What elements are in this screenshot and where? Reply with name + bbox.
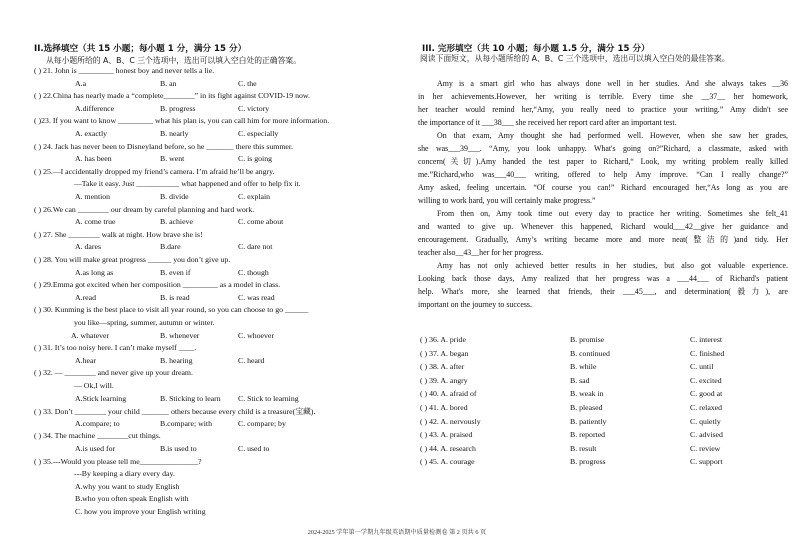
answer-option: B. progress bbox=[160, 103, 196, 113]
answer-option: B. reported bbox=[570, 430, 606, 440]
answer-option: C. until bbox=[690, 362, 714, 372]
answer-option-row: ( ) 39. A. angry bbox=[420, 375, 468, 385]
answer-option: C. excited bbox=[690, 375, 722, 385]
question-stem: ( ) 24. Jack has never been to Disneyland before, so he _______ there this summer. bbox=[34, 141, 293, 151]
answer-option: C. how you improve your English writing bbox=[75, 507, 206, 516]
answer-option: C. finished bbox=[690, 348, 725, 358]
answer-option: C. good at bbox=[690, 389, 723, 399]
answer-option: B. hearing bbox=[160, 355, 193, 365]
answer-option: B. result bbox=[570, 443, 597, 453]
answer-option: A.a bbox=[75, 78, 87, 88]
question-stem: ( ) 27. She ________ walk at night. How brave she is! bbox=[34, 229, 203, 239]
answer-option: B. an bbox=[160, 78, 177, 88]
question-stem: ( ) 30. Kunming is the best place to visit all year round, so you can choose to go ______ bbox=[34, 305, 309, 315]
page-footer: 2024-2025 学年第一学期九年级英语期中质量检测卷 第 2 页共 6 页 bbox=[307, 529, 487, 536]
answer-option: A. has been bbox=[75, 154, 112, 164]
answer-option: B.compare; with bbox=[160, 418, 212, 428]
section-instructions: 从每小题所给的 A、B、C 三个选项中，选出可以填入空白处的正确答案。 bbox=[46, 56, 301, 65]
answer-option: A.read bbox=[75, 292, 96, 302]
passage-line: concern(关切).Amy handed the test paper to Richard,“ Look, my writing problem really killed bbox=[418, 156, 788, 166]
answer-option: B. pleased bbox=[570, 403, 603, 412]
answer-option: B. progress bbox=[570, 457, 606, 467]
answer-option: A. come true bbox=[75, 217, 116, 227]
passage-line: Looking back those days, Amy realized that her progress was a ___44___ of Richard's patient bbox=[418, 273, 788, 283]
answer-option: C. explain bbox=[238, 192, 271, 201]
answer-option: A. exactly bbox=[75, 129, 108, 138]
answer-option: C. the bbox=[238, 78, 257, 88]
question-stem: ( ) 21. John is _________ honest boy and never tells a lie. bbox=[34, 66, 215, 75]
answer-option: A.compare; to bbox=[75, 418, 120, 428]
passage-line: Amy has not only achieved better results in her studies, but also got valuable experience. bbox=[437, 260, 788, 270]
answer-option: B. patiently bbox=[570, 416, 607, 426]
question-continuation: —Take it easy. Just ___________ what happened and offer to help fix it. bbox=[74, 179, 301, 189]
answer-option: A. dares bbox=[75, 242, 101, 252]
answer-option: B. Sticking to learn bbox=[160, 393, 221, 403]
question-stem: ( ) 34. The machine ________cut things. bbox=[34, 431, 161, 441]
answer-option: A.hear bbox=[75, 355, 96, 365]
answer-option: C. come about bbox=[238, 217, 284, 227]
answer-option-row: ( ) 43. A. praised bbox=[420, 430, 473, 440]
answer-option: B. whenever bbox=[160, 330, 200, 340]
question-stem: ( ) 33. Don’t ________ your child _______ others because every child is a treasure(宝藏)． bbox=[34, 407, 322, 417]
passage-line: help. What's more, she learned that friends, their ___45___, and determination(毅力), are bbox=[418, 286, 788, 296]
answer-option: B. sad bbox=[570, 375, 590, 385]
passage-line: her teacher would remind her,“Amy, you really need to practice your writing.” Amy didn't see bbox=[418, 104, 788, 114]
answer-option: B. nearly bbox=[160, 129, 189, 138]
answer-option: A.difference bbox=[75, 103, 115, 113]
answer-option: B.dare bbox=[160, 242, 181, 252]
question-stem: ( ) 26.We can ________ our dream by careful planning and hard work. bbox=[34, 204, 255, 214]
answer-option-row: ( ) 41. A. bored bbox=[420, 403, 468, 412]
passage-line: Amy asked, feeling uncertain. “Of course you can!” Richard encouraged her,“As long as you are bbox=[418, 182, 788, 192]
answer-option: C. support bbox=[690, 457, 723, 467]
answer-option: A.as long as bbox=[75, 267, 114, 277]
answer-option: B. is read bbox=[160, 292, 190, 302]
passage-line: she was___39___. “Amy, you look unhappy. What's going on?”Richard, a classmate, asked with bbox=[418, 143, 788, 153]
answer-option: C. advised bbox=[690, 430, 723, 440]
answer-option-row: ( ) 40. A. afraid of bbox=[420, 389, 477, 399]
passage-line: the importance of it ___38___ she received her report card after an important test. bbox=[418, 117, 677, 127]
question-continuation: — Ok,I will. bbox=[74, 381, 114, 390]
answer-option: A.why you want to study English bbox=[75, 481, 180, 491]
answer-option: B. went bbox=[160, 154, 185, 164]
answer-option: C. quietly bbox=[690, 416, 721, 426]
passage-line: willing to work hard, you will certainly make progress.” bbox=[418, 195, 596, 205]
question-stem: ( ) 28. You will make great progress ______ you don’t give up. bbox=[34, 255, 231, 264]
answer-option: B. even if bbox=[160, 267, 191, 277]
answer-option: C. especially bbox=[238, 129, 279, 138]
passage-line: encouragement. Gradually, Amy’s writing became more and more neat(整洁的)and tidy. Her bbox=[418, 234, 788, 244]
passage-line: in her achievements.However, her writing is terrible. Every time she __37__ her homework, bbox=[418, 91, 788, 101]
question-stem: ( ) 29.Emma got excited when her composition _________ as a model in class. bbox=[34, 280, 281, 290]
answer-option: C. Stick to learning bbox=[238, 393, 299, 403]
passage-line: From then on, Amy took time out every day to practice her writing. Sometimes she felt_41 bbox=[437, 208, 788, 218]
answer-option-row: ( ) 45. A. courage bbox=[420, 457, 475, 467]
answer-option-row: ( ) 38. A. after bbox=[420, 362, 465, 372]
question-stem: ( ) 35.---Would you please tell me_______________? bbox=[34, 456, 202, 466]
question-stem: ( ) 31. It’s too noisy here. I can’t make myself ____. bbox=[34, 343, 197, 353]
question-stem: ( ) 32. — ________ and never give up your dream. bbox=[34, 368, 193, 378]
answer-option-row: ( ) 44. A. research bbox=[420, 443, 476, 453]
passage-line: important on the journey to success. bbox=[418, 299, 532, 309]
question-continuation: ---By keeping a diary every day. bbox=[74, 469, 175, 479]
answer-option: C. was read bbox=[238, 292, 275, 302]
answer-option: B. while bbox=[570, 362, 597, 372]
answer-option: B. divide bbox=[160, 192, 189, 201]
answer-option: A.is used for bbox=[75, 444, 116, 453]
answer-option: C. interest bbox=[690, 335, 723, 344]
passage-line: teacher also__43__her for her progress. bbox=[418, 247, 544, 257]
passage-line: Amy is a smart girl who has always done well in her studies. And she always takes __36 bbox=[437, 79, 788, 88]
answer-option: C. review bbox=[690, 443, 721, 453]
answer-option-row: ( ) 42. A. nervously bbox=[420, 416, 481, 426]
passage-line: me.”Richard,who was___40___ writing, offered to help Amy improve. “Can I really change?” bbox=[418, 169, 788, 179]
answer-option: B. achieve bbox=[160, 217, 193, 227]
answer-option: C. heard bbox=[238, 355, 265, 365]
answer-option: A.Stick learning bbox=[75, 393, 127, 403]
section-heading: III. 完形填空（共 10 小题；每小题 1.5 分，满分 15 分） bbox=[422, 44, 650, 54]
answer-option: C. though bbox=[238, 267, 269, 277]
question-continuation: you like—spring, summer, autumn or winter. bbox=[74, 318, 215, 327]
answer-option: B. continued bbox=[570, 348, 610, 358]
answer-option: B.is used to bbox=[160, 444, 197, 453]
question-stem: ( ) 22.China has nearly made a “complete________” in its fight against COVID-19 now. bbox=[34, 91, 311, 101]
answer-option: B. promise bbox=[570, 335, 605, 344]
answer-option: B. weak in bbox=[570, 389, 604, 399]
answer-option: C. is going bbox=[238, 154, 273, 164]
answer-option: C. dare not bbox=[238, 242, 273, 252]
answer-option: B.who you often speak English with bbox=[75, 494, 189, 504]
question-stem: ( )23. If you want to know _________ what his plan is, you can call him for more information. bbox=[34, 116, 330, 126]
answer-option: C. victory bbox=[238, 103, 270, 113]
answer-option: C. used to bbox=[238, 444, 270, 453]
answer-option-row: ( ) 37. A. began bbox=[420, 348, 469, 358]
answer-option: C. relaxed bbox=[690, 403, 723, 412]
answer-option: A. mention bbox=[75, 192, 111, 201]
answer-option: A. whatever bbox=[71, 330, 110, 340]
section-heading: II.选择填空（共 15 小题；每小题 1 分，满分 15 分） bbox=[34, 44, 247, 54]
question-stem: ( ) 25.—I accidentally dropped my friend’s camera. I’m afraid he’ll be angry. bbox=[34, 166, 275, 176]
section-instructions: 阅读下面短文，从每小题所给的 A、B、C 三个选项中，选出可以填入空白处的最佳答案。 bbox=[420, 54, 730, 63]
passage-line: and wanted to give up. Whenever this happened, Richard would___42__give her guidance and bbox=[418, 221, 788, 231]
answer-option: C. whoever bbox=[238, 330, 274, 340]
answer-option-row: ( ) 36. A. pride bbox=[420, 335, 466, 344]
passage-line: On that exam, Amy thought she had performed well. However, when she saw her grades, bbox=[437, 130, 788, 140]
answer-option: C. compare; by bbox=[238, 418, 286, 428]
